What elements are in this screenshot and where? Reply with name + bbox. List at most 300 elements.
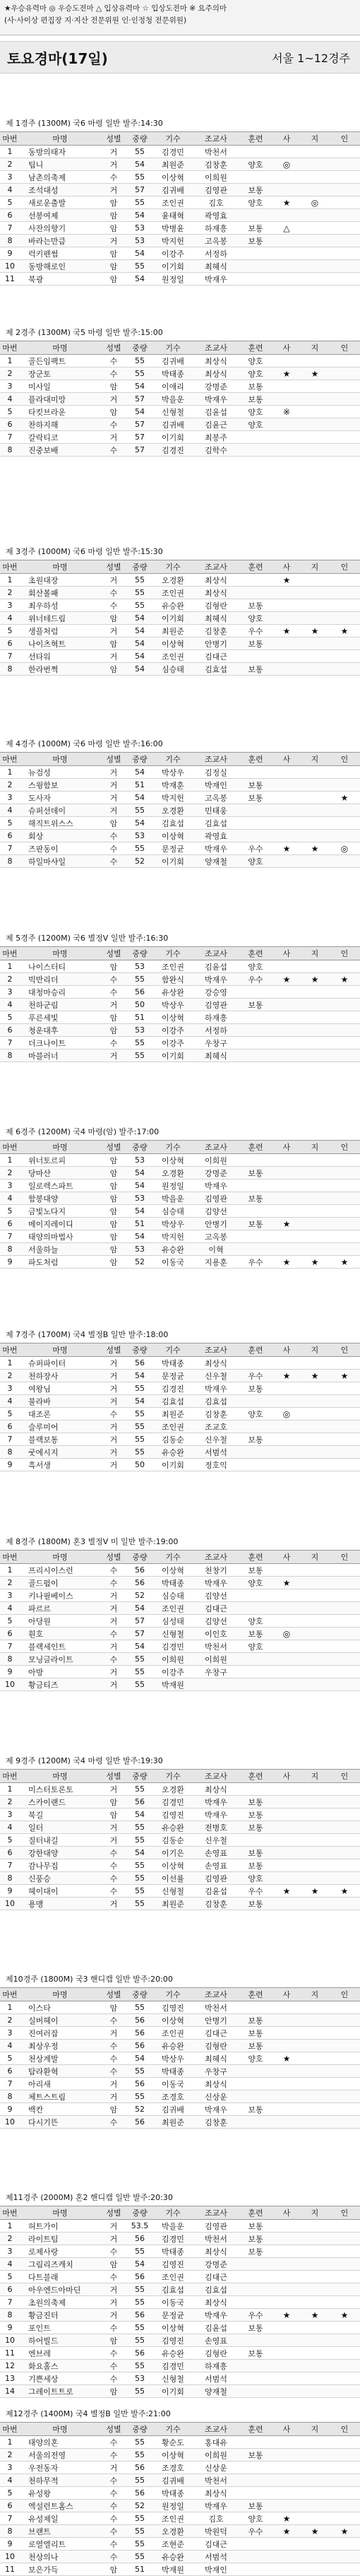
cell-weight: 51 <box>127 1011 152 1024</box>
cell-horse-name: 키나필베이스 <box>20 1589 100 1602</box>
table-header-row <box>0 1988 360 2001</box>
cell-number: 3 <box>0 1589 20 1602</box>
cell-training <box>239 1357 272 1370</box>
cell-pick-in <box>329 1433 360 1446</box>
cell-pick-in <box>329 599 360 612</box>
table-row <box>0 2525 360 2538</box>
cell-trainer: 이혁 <box>193 1243 239 1256</box>
column-header-number: 마번 <box>0 2206 20 2220</box>
cell-pick-sa <box>272 2220 301 2233</box>
cell-pick-in <box>329 2001 360 2014</box>
cell-pick-sa: ★ <box>272 1370 301 1382</box>
table-header-row <box>0 753 360 766</box>
cell-sex: 거 <box>100 2309 127 2322</box>
column-header-horse-name: 마명 <box>20 753 100 766</box>
cell-training: 보통 <box>239 1847 272 1859</box>
column-header-horse-name: 마명 <box>20 341 100 355</box>
column-header-trainer: 조교사 <box>193 1141 239 1154</box>
cell-pick-ji: ★ <box>301 1256 329 1269</box>
cell-trainer: 안병기 <box>193 637 239 650</box>
cell-trainer: 최상식 <box>193 2487 239 2500</box>
cell-number: 7 <box>0 1859 20 1872</box>
cell-trainer: 박재우 <box>193 2103 239 2116</box>
cell-jockey: 박태종 <box>152 2487 193 2500</box>
cell-pick-ji <box>301 2334 329 2347</box>
cell-pick-in <box>329 2487 360 2500</box>
table-row <box>0 2500 360 2512</box>
race-title: 제 9경주 (1200M) 국4 마령 일반 발주:19:30 <box>0 1753 360 1770</box>
cell-weight: 53 <box>127 830 152 842</box>
cell-number: 2 <box>0 1167 20 1180</box>
cell-trainer: 정호익 <box>193 1459 239 1471</box>
cell-trainer: 김창훈 <box>193 158 239 171</box>
cell-number: 11 <box>0 2563 20 2576</box>
cell-horse-name: 우전동자 <box>20 2462 100 2474</box>
cell-trainer: 박재우 <box>193 1180 239 1192</box>
cell-pick-in <box>329 2372 360 2385</box>
cell-horse-name: 하일마샤일 <box>20 855 100 868</box>
cell-pick-ji <box>301 260 329 273</box>
cell-sex: 거 <box>100 2462 127 2474</box>
cell-trainer: 하재흥 <box>193 2360 239 2372</box>
cell-training <box>239 2116 272 2129</box>
cell-trainer: 홍대유 <box>193 2436 239 2449</box>
cell-horse-name: 스카이랜드 <box>20 1796 100 1809</box>
table-row <box>0 184 360 196</box>
table-row <box>0 444 360 457</box>
column-header-pick-ji: 지 <box>301 2206 329 2220</box>
cell-number: 6 <box>0 418 20 431</box>
cell-pick-ji <box>301 2474 329 2487</box>
cell-horse-name: 백칸 <box>20 2103 100 2116</box>
cell-jockey: 박태종 <box>152 1357 193 1370</box>
table-row <box>0 2052 360 2065</box>
cell-pick-sa <box>272 1872 301 1885</box>
cell-number: 2 <box>0 1370 20 1382</box>
cell-training <box>239 804 272 817</box>
race-table <box>0 2206 360 2398</box>
column-header-weight: 중량 <box>127 341 152 355</box>
cell-horse-name: 신풍승 <box>20 1872 100 1885</box>
cell-sex: 암 <box>100 273 127 286</box>
cell-pick-in <box>329 1446 360 1459</box>
cell-trainer: 천창기 <box>193 1564 239 1577</box>
table-row <box>0 625 360 637</box>
column-header-pick-ji: 지 <box>301 753 329 766</box>
cell-jockey: 김효섭 <box>152 2283 193 2296</box>
cell-training: 양호 <box>239 1577 272 1589</box>
cell-pick-in <box>329 2322 360 2334</box>
cell-pick-in <box>329 1602 360 1615</box>
cell-weight: 55 <box>127 2322 152 2334</box>
cell-sex: 수 <box>100 1653 127 1666</box>
column-header-weight: 중량 <box>127 1551 152 1564</box>
cell-pick-in <box>329 260 360 273</box>
cell-sex: 거 <box>100 2220 127 2233</box>
cell-pick-sa <box>272 1678 301 1691</box>
cell-pick-ji <box>301 1011 329 1024</box>
cell-trainer: 지용훈 <box>193 1256 239 1269</box>
table-row <box>0 637 360 650</box>
page-title: 토요경마(17일) <box>7 49 108 67</box>
cell-horse-name: 나이츠혁트 <box>20 637 100 650</box>
cell-number: 5 <box>0 1205 20 1218</box>
cell-pick-in <box>329 1834 360 1847</box>
cell-jockey: 조인권 <box>152 1421 193 1433</box>
cell-training: 우수 <box>239 2525 272 2538</box>
table-row <box>0 1796 360 1809</box>
cell-jockey: 김경민 <box>152 2360 193 2372</box>
cell-training: 보통 <box>239 2233 272 2245</box>
cell-jockey: 최원준 <box>152 625 193 637</box>
cell-pick-sa <box>272 2500 301 2512</box>
table-row <box>0 599 360 612</box>
column-header-jockey: 기수 <box>152 132 193 146</box>
cell-pick-sa <box>272 830 301 842</box>
cell-horse-name: 갈락티코 <box>20 431 100 444</box>
cell-number: 1 <box>0 1357 20 1370</box>
cell-sex: 암 <box>100 1256 127 1269</box>
table-row <box>0 2474 360 2487</box>
cell-pick-in <box>329 1640 360 1653</box>
table-row <box>0 986 360 999</box>
cell-weight: 56 <box>127 2462 152 2474</box>
cell-weight: 54 <box>127 817 152 830</box>
cell-number: 6 <box>0 1024 20 1037</box>
cell-pick-sa <box>272 1859 301 1872</box>
cell-training: 보통 <box>239 1821 272 1834</box>
cell-pick-ji <box>301 2052 329 2065</box>
cell-training: 보통 <box>239 1796 272 1809</box>
cell-horse-name: 북길 <box>20 1809 100 1821</box>
cell-trainer: 최봉주 <box>193 431 239 444</box>
table-row <box>0 2551 360 2563</box>
table-row <box>0 1256 360 1269</box>
cell-pick-sa <box>272 663 301 676</box>
column-header-number: 마번 <box>0 753 20 766</box>
cell-jockey: 김영진 <box>152 2258 193 2271</box>
cell-jockey: 유승완 <box>152 1821 193 1834</box>
cell-horse-name: 빅반리더 <box>20 973 100 986</box>
cell-jockey: 조경호 <box>152 2462 193 2474</box>
race-title: 제 3경주 (1000M) 국6 마령 일반 발주:15:30 <box>0 544 360 560</box>
cell-trainer: 최상식 <box>193 2296 239 2309</box>
cell-horse-name: 천하장사 <box>20 1370 100 1382</box>
cell-pick-sa: ★ <box>272 574 301 587</box>
cell-weight: 55 <box>127 2296 152 2309</box>
cell-number: 9 <box>0 2538 20 2551</box>
cell-pick-in <box>329 1564 360 1577</box>
cell-sex: 암 <box>100 222 127 235</box>
race-block <box>0 2190 360 2398</box>
column-header-weight: 중량 <box>127 132 152 146</box>
cell-pick-sa <box>272 444 301 457</box>
cell-number: 5 <box>0 1834 20 1847</box>
table-row <box>0 830 360 842</box>
cell-pick-ji <box>301 1382 329 1395</box>
cell-sex: 거 <box>100 2296 127 2309</box>
cell-trainer: 김창훈 <box>193 1898 239 1910</box>
column-header-jockey: 기수 <box>152 1988 193 2001</box>
cell-jockey: 김경민 <box>152 1640 193 1653</box>
cell-pick-ji <box>301 999 329 1011</box>
cell-weight: 55 <box>127 1653 152 1666</box>
cell-weight: 55 <box>127 1834 152 1847</box>
cell-weight: 54 <box>127 612 152 625</box>
cell-jockey: 심승태 <box>152 1205 193 1218</box>
cell-jockey: 이기회 <box>152 260 193 273</box>
cell-weight: 55 <box>127 2385 152 2398</box>
cell-horse-name: 도사자 <box>20 792 100 804</box>
cell-jockey: 박상우 <box>152 999 193 1011</box>
cell-number: 4 <box>0 804 20 817</box>
cell-sex: 거 <box>100 792 127 804</box>
cell-jockey: 이강주 <box>152 247 193 260</box>
cell-trainer: 강승영 <box>193 986 239 999</box>
cell-trainer: 최혜식 <box>193 2052 239 2065</box>
cell-pick-ji <box>301 817 329 830</box>
cell-trainer: 우창구 <box>193 1666 239 1678</box>
cell-weight: 56 <box>127 2309 152 2322</box>
cell-training <box>239 2436 272 2449</box>
cell-weight: 55 <box>127 1885 152 1898</box>
cell-pick-in <box>329 380 360 393</box>
cell-weight: 55 <box>127 2436 152 2449</box>
cell-weight: 56 <box>127 2014 152 2027</box>
cell-jockey: 신형철 <box>152 2372 193 2385</box>
cell-number: 5 <box>0 2271 20 2283</box>
cell-pick-sa: ★ <box>272 625 301 637</box>
cell-pick-in <box>329 209 360 222</box>
cell-number: 2 <box>0 367 20 380</box>
cell-jockey: 조경호 <box>152 2090 193 2103</box>
cell-number: 3 <box>0 599 20 612</box>
cell-pick-in <box>329 1796 360 1809</box>
cell-pick-in <box>329 2271 360 2283</box>
cell-weight: 53 <box>127 1243 152 1256</box>
cell-sex: 거 <box>100 184 127 196</box>
cell-trainer: 최상식 <box>193 367 239 380</box>
cell-pick-in <box>329 1821 360 1834</box>
cell-trainer: 김창훈 <box>193 2116 239 2129</box>
cell-horse-name: 위너토르피 <box>20 1154 100 1167</box>
race-block <box>0 325 360 457</box>
cell-trainer: 최혜식 <box>193 260 239 273</box>
cell-pick-sa <box>272 1049 301 1062</box>
cell-sex: 거 <box>100 999 127 1011</box>
cell-pick-sa <box>272 779 301 792</box>
column-header-pick-in: 인 <box>329 1551 360 1564</box>
table-row <box>0 209 360 222</box>
cell-pick-in <box>329 960 360 973</box>
cell-pick-ji <box>301 1859 329 1872</box>
cell-horse-name: 바라는만큼 <box>20 235 100 247</box>
cell-pick-in <box>329 367 360 380</box>
cell-pick-in <box>329 637 360 650</box>
cell-pick-ji <box>301 2116 329 2129</box>
cell-jockey: 이강주 <box>152 1666 193 1678</box>
cell-weight: 51 <box>127 2563 152 2576</box>
cell-jockey: 이상혁 <box>152 2014 193 2027</box>
cell-weight: 55 <box>127 2090 152 2103</box>
cell-pick-in <box>329 355 360 367</box>
cell-jockey: 이기은 <box>152 1847 193 1859</box>
cell-horse-name: 최상우정 <box>20 2040 100 2052</box>
cell-pick-in <box>329 1678 360 1691</box>
race-table <box>0 1988 360 2129</box>
table-row <box>0 2296 360 2309</box>
cell-pick-sa <box>272 1564 301 1577</box>
cell-trainer: 김양선 <box>193 1615 239 1628</box>
column-header-jockey: 기수 <box>152 2206 193 2220</box>
cell-pick-in <box>329 235 360 247</box>
cell-pick-sa <box>272 1421 301 1433</box>
cell-trainer: 김윤섭 <box>193 960 239 973</box>
cell-pick-ji <box>301 599 329 612</box>
cell-horse-name: 회상 <box>20 830 100 842</box>
column-header-pick-sa: 사 <box>272 1988 301 2001</box>
cell-trainer: 김영관 <box>193 999 239 1011</box>
cell-jockey: 신형철 <box>152 1628 193 1640</box>
cell-weight: 56 <box>127 1564 152 1577</box>
cell-pick-in <box>329 1577 360 1589</box>
cell-horse-name: 보은가득 <box>20 2563 100 2576</box>
cell-pick-in <box>329 1218 360 1230</box>
cell-sex: 거 <box>100 574 127 587</box>
cell-number: 10 <box>0 1898 20 1910</box>
table-row <box>0 393 360 406</box>
cell-horse-name: 메이지레이디 <box>20 1218 100 1230</box>
cell-trainer: 박재우 <box>193 1809 239 1821</box>
table-row <box>0 2040 360 2052</box>
cell-jockey: 이기회 <box>152 1459 193 1471</box>
cell-weight: 54 <box>127 1640 152 1653</box>
cell-pick-sa <box>272 2474 301 2487</box>
cell-horse-name: 불라바 <box>20 1395 100 1408</box>
cell-horse-name: 로제사랑 <box>20 2245 100 2258</box>
cell-pick-in <box>329 1847 360 1859</box>
cell-pick-in <box>329 2220 360 2233</box>
cell-training <box>239 247 272 260</box>
cell-weight: 50 <box>127 1459 152 1471</box>
table-row <box>0 650 360 663</box>
cell-training <box>239 1421 272 1433</box>
table-row <box>0 2078 360 2090</box>
cell-weight: 54 <box>127 1847 152 1859</box>
table-row <box>0 2065 360 2078</box>
cell-pick-sa: ★ <box>272 1218 301 1230</box>
cell-pick-ji <box>301 1433 329 1446</box>
cell-jockey: 박재훈 <box>152 779 193 792</box>
cell-horse-name: 헤이대이 <box>20 1885 100 1898</box>
table-row <box>0 2271 360 2283</box>
column-header-jockey: 기수 <box>152 560 193 574</box>
cell-pick-in <box>329 222 360 235</box>
cell-pick-ji <box>301 855 329 868</box>
cell-pick-in <box>329 766 360 779</box>
column-header-horse-name: 마명 <box>20 2423 100 2436</box>
column-header-pick-in: 인 <box>329 132 360 146</box>
cell-pick-sa <box>272 2538 301 2551</box>
cell-pick-sa: ★ <box>272 2525 301 2538</box>
cell-training: 보통 <box>239 1167 272 1180</box>
cell-pick-ji: ★ <box>301 2309 329 2322</box>
cell-weight: 54 <box>127 637 152 650</box>
cell-pick-ji <box>301 2245 329 2258</box>
cell-pick-ji <box>301 663 329 676</box>
cell-horse-name: 황금티즈 <box>20 1678 100 1691</box>
cell-weight: 55 <box>127 367 152 380</box>
cell-sex: 거 <box>100 1666 127 1678</box>
cell-jockey: 이상혁 <box>152 2322 193 2334</box>
cell-pick-in <box>329 2090 360 2103</box>
column-header-sex: 성별 <box>100 1343 127 1357</box>
cell-jockey: 김귀배 <box>152 355 193 367</box>
cell-trainer: 박원덕 <box>193 2525 239 2538</box>
cell-horse-name: 강한대양 <box>20 1847 100 1859</box>
cell-training: 양호 <box>239 1872 272 1885</box>
cell-jockey: 김동순 <box>152 1834 193 1847</box>
race-block <box>0 116 360 286</box>
table-row <box>0 999 360 1011</box>
cell-horse-name: 플라대미망 <box>20 393 100 406</box>
cell-weight: 55 <box>127 1821 152 1834</box>
cell-number: 10 <box>0 2551 20 2563</box>
cell-trainer: 강명준 <box>193 380 239 393</box>
column-header-pick-in: 인 <box>329 2423 360 2436</box>
legend-abbrev: (사·사이상 편집장 지·지산 전문위원 인·인정청 전문위원) <box>4 16 187 25</box>
cell-trainer: 이희원 <box>193 1653 239 1666</box>
cell-number: 4 <box>0 2040 20 2052</box>
cell-sex: 수 <box>100 1872 127 1885</box>
race-block <box>0 1534 360 1691</box>
cell-horse-name: 슈퍼선데이 <box>20 804 100 817</box>
cell-horse-name: 함봉대양 <box>20 1192 100 1205</box>
cell-jockey: 유승완 <box>152 1446 193 1459</box>
cell-horse-name: 흰호 <box>20 1628 100 1640</box>
cell-horse-name: 엑설런트홈스 <box>20 2500 100 2512</box>
cell-horse-name: 그레이트트로 <box>20 2385 100 2398</box>
table-row <box>0 1024 360 1037</box>
table-row <box>0 1037 360 1049</box>
cell-training <box>239 574 272 587</box>
cell-pick-in <box>329 2027 360 2040</box>
cell-training: 양호 <box>239 2052 272 2065</box>
cell-sex: 거 <box>100 2078 127 2090</box>
cell-sex: 암 <box>100 1011 127 1024</box>
cell-jockey: 원정일 <box>152 273 193 286</box>
cell-jockey: 황순도 <box>152 2436 193 2449</box>
cell-training <box>239 2001 272 2014</box>
page-header <box>0 41 360 73</box>
cell-training: 우수 <box>239 1885 272 1898</box>
cell-pick-ji <box>301 1243 329 1256</box>
table-row <box>0 1640 360 1653</box>
column-header-sex: 성별 <box>100 132 127 146</box>
cell-jockey: 원정일 <box>152 1180 193 1192</box>
cell-jockey: 오경환 <box>152 1167 193 1180</box>
cell-weight: 56 <box>127 986 152 999</box>
cell-trainer: 김윤섭 <box>193 406 239 418</box>
cell-trainer: 양재철 <box>193 855 239 868</box>
cell-jockey: 문정균 <box>152 842 193 855</box>
cell-number: 4 <box>0 1821 20 1834</box>
race-block <box>0 1124 360 1269</box>
cell-weight: 54 <box>127 2052 152 2065</box>
cell-pick-in <box>329 830 360 842</box>
cell-weight: 55 <box>127 1049 152 1062</box>
column-header-training: 훈련 <box>239 1551 272 1564</box>
